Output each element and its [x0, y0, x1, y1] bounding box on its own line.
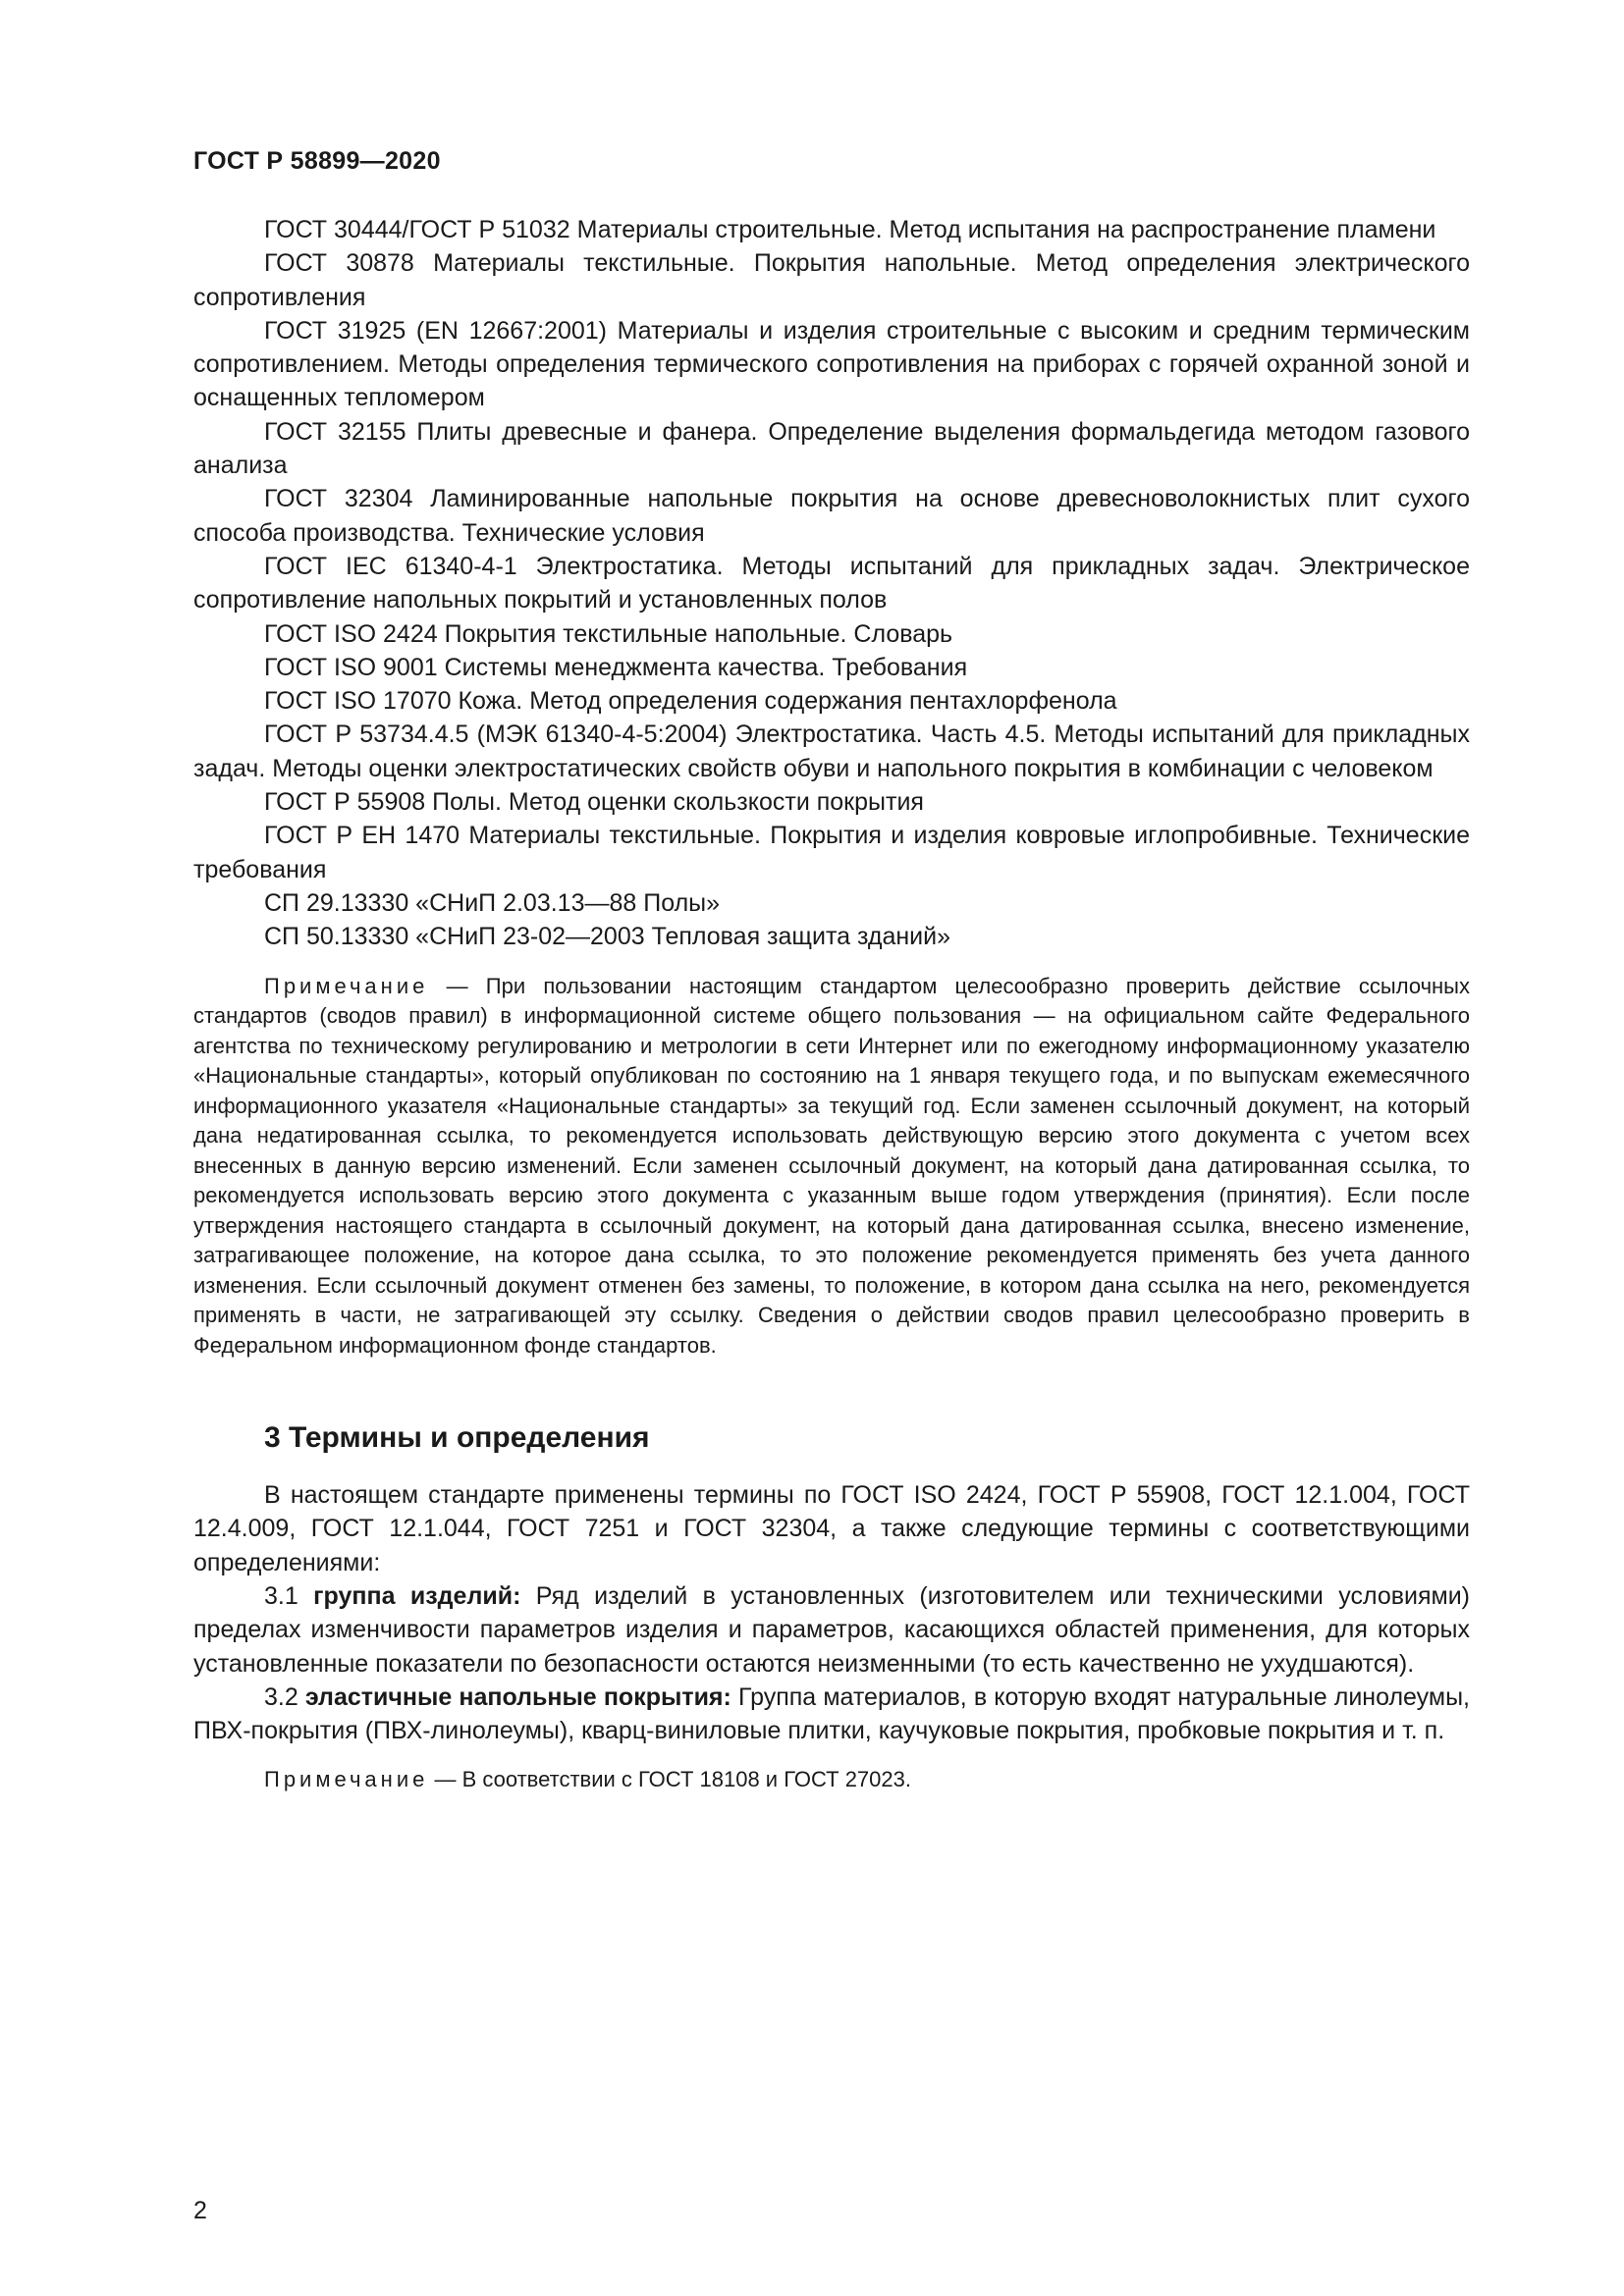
term-text: Группа материалов, в которую входят натуральные линолеумы, ПВХ-покрытия (ПВХ-линолеумы), кварц-виниловые плитки, каучуковые покрытия, пробковые покрытия и т. п.	[193, 1682, 1470, 1745]
section-intro: В настоящем стандарте применены термины по ГОСТ ISO 2424, ГОСТ Р 55908, ГОСТ 12.1.004, ГОСТ 12.4.009, ГОСТ 12.1.044, ГОСТ 7251 и ГОСТ 32304, а также следующие термины с соответствующими определениями:	[193, 1481, 1470, 1576]
note-label: Примечание	[264, 973, 429, 998]
reference-item: ГОСТ 32304 Ламинированные напольные покрытия на основе древесноволокнистых плит сухого способа производства. Технические условия	[193, 485, 1470, 547]
document-page	[193, 147, 1470, 1795]
normative-references-list	[193, 213, 1470, 954]
references-note	[193, 972, 1470, 1362]
document-code-header: ГОСТ Р 58899—2020	[193, 147, 441, 175]
reference-item: ГОСТ ISO 17070 Кожа. Метод определения содержания пентахлорфенола	[264, 687, 1117, 716]
term-number: 3.2	[264, 1682, 305, 1711]
reference-item: СП 29.13330 «СНиП 2.03.13—88 Полы»	[264, 888, 721, 917]
term-definition	[193, 1579, 1470, 1681]
reference-item: ГОСТ Р ЕН 1470 Материалы текстильные. Покрытия и изделия ковровые иглопробивные. Технические требования	[193, 822, 1470, 883]
terms-note	[193, 1765, 1470, 1795]
term-number: 3.1	[264, 1581, 314, 1610]
section-title: 3 Термины и определения	[264, 1421, 650, 1455]
page-number: 2	[193, 2197, 207, 2224]
reference-item: ГОСТ ISO 2424 Покрытия текстильные напольные. Словарь	[264, 619, 953, 648]
reference-item: СП 50.13330 «СНиП 23-02—2003 Тепловая защита зданий»	[264, 923, 951, 951]
term-text: Ряд изделий в установленных (изготовителем или техническими условиями) пределах изменчивости параметров изделия и параметров, касающихся областей применения, для которых установленные показатели по безопасности остаются неизменными (то есть качественно не ухудшаются).	[193, 1581, 1471, 1678]
note-text: — При пользовании настоящим стандартом целесообразно проверить действие ссылочных стандартов (сводов правил) в информационной системе общего пользования — на официальном сайте Федерального агентства по техническому регулированию и метрологии в сети Интернет или по ежегодному информационному указателю «Национальные стандарты», который опубликован по состоянию на 1 января текущего года, и по выпускам ежемесячного информационного указателя «Национальные стандарты» за текущий год. Если заменен ссылочный документ, на который дана недатированная ссылка, то рекомендуется использовать действующую версию этого документа с учетом всех внесенных в данную версию изменений. Если заменен ссылочный документ, на который дана датированная ссылка, то рекомендуется использовать версию этого документа с указанным выше годом утверждения (принятия). Если после утверждения настоящего стандарта в ссылочный документ, на который дана датированная ссылка, внесено изменение, затрагивающее положение, на которое дана ссылка, то это положение рекомендуется применять без учета данного изменения. Если ссылочный документ отменен без замены, то положение, в котором дана ссылка на него, рекомендуется применять в части, не затрагивающей эту ссылку. Сведения о действии сводов правил целесообразно проверить в Федеральном информационном фонде стандартов.	[193, 973, 1470, 1358]
term-definition	[193, 1681, 1470, 1748]
reference-item: ГОСТ Р 55908 Полы. Метод оценки скользкости покрытия	[264, 788, 924, 817]
term-name: эластичные напольные покрытия:	[304, 1682, 731, 1711]
reference-item: ГОСТ Р 53734.4.5 (МЭК 61340-4-5:2004) Электростатика. Часть 4.5. Методы испытаний для прикладных задач. Методы оценки электростатических свойств обуви и напольного покрытия в комбинации с человеком	[193, 721, 1470, 782]
note-text: — В соответствии с ГОСТ 18108 и ГОСТ 27023.	[428, 1767, 911, 1792]
reference-item: ГОСТ 30878 Материалы текстильные. Покрытия напольные. Метод определения электрического сопротивления	[193, 249, 1470, 311]
term-name: группа изделий:	[313, 1581, 521, 1610]
reference-item: ГОСТ IEC 61340-4-1 Электростатика. Методы испытаний для прикладных задач. Электрическое сопротивление напольных покрытий и установленных полов	[193, 552, 1470, 614]
reference-item: ГОСТ 32155 Плиты древесные и фанера. Определение выделения формальдегида методом газового анализа	[193, 417, 1470, 480]
reference-item: ГОСТ 30444/ГОСТ Р 51032 Материалы строительные. Метод испытания на распространение пламени	[264, 216, 1436, 243]
note-label: Примечание	[264, 1767, 429, 1792]
reference-item: ГОСТ ISO 9001 Системы менеджмента качества. Требования	[264, 653, 968, 681]
reference-item: ГОСТ 31925 (EN 12667:2001) Материалы и изделия строительные с высоким и средним термическим сопротивлением. Методы определения термического сопротивления на приборах с горячей охранной зоной и оснащенных тепломером	[193, 316, 1470, 412]
